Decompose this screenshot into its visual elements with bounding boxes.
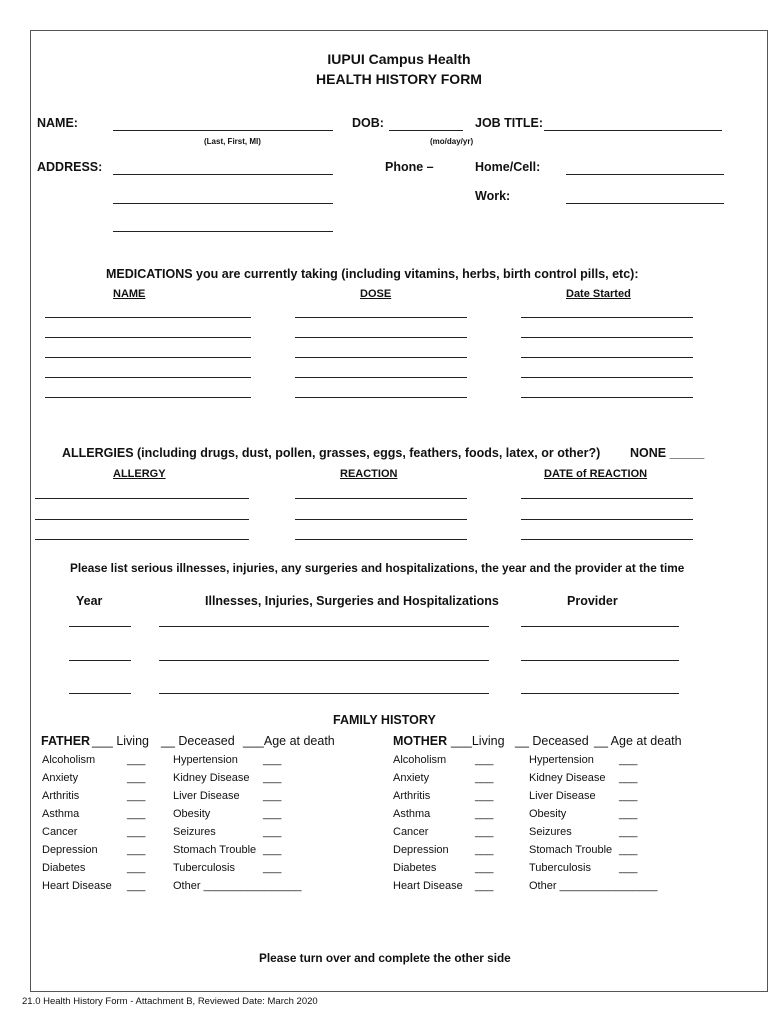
- name-field[interactable]: [113, 130, 333, 131]
- father-condition-label: Anxiety: [42, 772, 79, 784]
- father-condition-label: Obesity: [173, 808, 211, 820]
- father-condition-blank[interactable]: ___: [127, 826, 146, 838]
- medication-date-field[interactable]: [521, 317, 693, 318]
- mother-condition-blank[interactable]: ___: [475, 826, 494, 838]
- form-page: [30, 30, 768, 992]
- turn-over-instruction: Please turn over and complete the other side: [259, 951, 511, 965]
- allergy-reaction-field[interactable]: [295, 498, 467, 499]
- illness-description-field[interactable]: [159, 626, 489, 627]
- home-cell-field[interactable]: [566, 174, 724, 175]
- mother-condition-blank[interactable]: ___: [619, 772, 638, 784]
- illness-year-field[interactable]: [69, 626, 131, 627]
- allergies-col-date: DATE of REACTION: [544, 468, 648, 480]
- mother-condition-label: Tuberculosis: [529, 862, 591, 874]
- allergy-reaction-field[interactable]: [295, 539, 467, 540]
- father-condition-label: Stomach Trouble: [173, 844, 257, 856]
- job-title-label: JOB TITLE:: [475, 116, 544, 130]
- father-condition-label: Heart Disease: [42, 880, 112, 892]
- mother-condition-blank[interactable]: ___: [475, 790, 494, 802]
- medications-heading: MEDICATIONS you are currently taking (including vitamins, herbs, birth control pills, etc):: [106, 267, 639, 281]
- medication-dose-field[interactable]: [295, 377, 467, 378]
- address-field-2[interactable]: [113, 203, 333, 204]
- name-label: NAME:: [37, 116, 78, 130]
- mother-condition-blank[interactable]: ___: [619, 790, 638, 802]
- home-cell-label: Home/Cell:: [475, 160, 541, 174]
- medications-col-date: Date Started: [566, 288, 631, 300]
- mother-condition-blank[interactable]: ___: [475, 844, 494, 856]
- mother-condition-label: Kidney Disease: [529, 772, 606, 784]
- father-living-option[interactable]: ___ Living: [92, 734, 149, 748]
- father-condition-label: Hypertension: [173, 754, 238, 766]
- medication-date-field[interactable]: [521, 357, 693, 358]
- phone-label: Phone –: [385, 160, 434, 174]
- mother-condition-label: Depression: [393, 844, 449, 856]
- father-condition-blank[interactable]: ___: [127, 772, 146, 784]
- father-condition-label: Arthritis: [42, 790, 80, 802]
- father-condition-blank[interactable]: ___: [263, 826, 282, 838]
- medication-dose-field[interactable]: [295, 357, 467, 358]
- father-deceased-option[interactable]: __ Deceased: [161, 734, 235, 748]
- father-condition-blank[interactable]: ___: [127, 862, 146, 874]
- mother-deceased-option[interactable]: __ Deceased: [515, 734, 589, 748]
- allergies-none-label[interactable]: NONE _____: [630, 446, 705, 460]
- medication-date-field[interactable]: [521, 337, 693, 338]
- work-phone-field[interactable]: [566, 203, 724, 204]
- father-condition-label: Liver Disease: [173, 790, 240, 802]
- mother-condition-label: Anxiety: [393, 772, 430, 784]
- mother-condition-blank[interactable]: ___: [475, 754, 494, 766]
- medication-dose-field[interactable]: [295, 397, 467, 398]
- medication-name-field[interactable]: [45, 397, 251, 398]
- mother-condition-blank[interactable]: ___: [619, 844, 638, 856]
- mother-condition-label: Liver Disease: [529, 790, 596, 802]
- mother-age-at-death[interactable]: __ Age at death: [594, 734, 682, 748]
- father-condition-blank[interactable]: ___: [263, 772, 282, 784]
- allergy-field[interactable]: [35, 519, 249, 520]
- name-hint: (Last, First, MI): [204, 137, 261, 146]
- father-condition-label: Alcoholism: [42, 754, 96, 766]
- mother-condition-label: Cancer: [393, 826, 429, 838]
- illness-provider-field[interactable]: [521, 626, 679, 627]
- allergy-reaction-field[interactable]: [295, 519, 467, 520]
- address-label: ADDRESS:: [37, 160, 103, 174]
- allergies-heading: ALLERGIES (including drugs, dust, pollen, grasses, eggs, feathers, foods, latex, or other?): [62, 446, 601, 460]
- allergy-date-field[interactable]: [521, 519, 693, 520]
- father-condition-blank[interactable]: ___: [127, 808, 146, 820]
- mother-condition-label: Asthma: [393, 808, 431, 820]
- father-condition-blank[interactable]: ___: [127, 844, 146, 856]
- father-other-field[interactable]: Other ________________: [173, 880, 302, 892]
- allergy-date-field[interactable]: [521, 539, 693, 540]
- mother-condition-blank[interactable]: ___: [619, 862, 638, 874]
- mother-condition-label: Obesity: [529, 808, 567, 820]
- illness-description-field[interactable]: [159, 660, 489, 661]
- form-title-line1: IUPUI Campus Health: [327, 51, 471, 67]
- job-title-field[interactable]: [544, 130, 722, 131]
- father-condition-label: Depression: [42, 844, 98, 856]
- father-condition-blank[interactable]: ___: [127, 754, 146, 766]
- medication-dose-field[interactable]: [295, 317, 467, 318]
- mother-condition-blank[interactable]: ___: [619, 808, 638, 820]
- medication-date-field[interactable]: [521, 397, 693, 398]
- mother-other-field[interactable]: Other ________________: [529, 880, 658, 892]
- mother-condition-label: Heart Disease: [393, 880, 463, 892]
- address-field-3[interactable]: [113, 231, 333, 232]
- medication-name-field[interactable]: [45, 377, 251, 378]
- family-history-heading: FAMILY HISTORY: [333, 713, 436, 727]
- mother-condition-label: Stomach Trouble: [529, 844, 613, 856]
- father-condition-label: Seizures: [173, 826, 216, 838]
- father-condition-blank[interactable]: ___: [263, 754, 282, 766]
- medications-col-dose: DOSE: [360, 288, 392, 300]
- father-condition-label: Cancer: [42, 826, 78, 838]
- mother-condition-label: Diabetes: [393, 862, 437, 874]
- mother-condition-blank[interactable]: ___: [475, 862, 494, 874]
- father-condition-blank[interactable]: ___: [263, 808, 282, 820]
- mother-condition-label: Hypertension: [529, 754, 594, 766]
- illness-description-field[interactable]: [159, 693, 489, 694]
- father-age-at-death[interactable]: ___Age at death: [243, 734, 335, 748]
- illness-provider-field[interactable]: [521, 660, 679, 661]
- father-condition-blank[interactable]: ___: [127, 790, 146, 802]
- illness-year-field[interactable]: [69, 660, 131, 661]
- father-condition-label: Tuberculosis: [173, 862, 235, 874]
- medication-name-field[interactable]: [45, 357, 251, 358]
- illnesses-heading: Please list serious illnesses, injuries, any surgeries and hospitalizations, the year and the provider at the time: [70, 561, 685, 575]
- allergy-date-field[interactable]: [521, 498, 693, 499]
- allergy-field[interactable]: [35, 498, 249, 499]
- allergy-field[interactable]: [35, 539, 249, 540]
- page-footer: 21.0 Health History Form - Attachment B, Reviewed Date: March 2020: [22, 996, 318, 1007]
- mother-condition-blank[interactable]: ___: [619, 826, 638, 838]
- father-condition-label: Kidney Disease: [173, 772, 250, 784]
- medication-dose-field[interactable]: [295, 337, 467, 338]
- father-condition-blank[interactable]: ___: [127, 880, 146, 892]
- father-condition-label: Diabetes: [42, 862, 86, 874]
- father-condition-label: Asthma: [42, 808, 80, 820]
- father-condition-blank[interactable]: ___: [263, 790, 282, 802]
- mother-condition-blank[interactable]: ___: [619, 754, 638, 766]
- mother-condition-label: Alcoholism: [393, 754, 447, 766]
- father-condition-blank[interactable]: ___: [263, 862, 282, 874]
- illnesses-col-provider: Provider: [567, 594, 618, 608]
- mother-condition-label: Seizures: [529, 826, 572, 838]
- illness-provider-field[interactable]: [521, 693, 679, 694]
- dob-field[interactable]: [389, 130, 463, 131]
- mother-condition-blank[interactable]: ___: [475, 808, 494, 820]
- work-label: Work:: [475, 189, 511, 203]
- mother-condition-blank[interactable]: ___: [475, 772, 494, 784]
- father-condition-blank[interactable]: ___: [263, 844, 282, 856]
- medication-name-field[interactable]: [45, 337, 251, 338]
- allergies-col-reaction: REACTION: [340, 468, 398, 480]
- mother-condition-label: Arthritis: [393, 790, 431, 802]
- medications-col-name: NAME: [113, 288, 146, 300]
- medication-date-field[interactable]: [521, 377, 693, 378]
- address-field-1[interactable]: [113, 174, 333, 175]
- dob-hint: (mo/day/yr): [430, 137, 474, 146]
- illness-year-field[interactable]: [69, 693, 131, 694]
- father-label: FATHER: [41, 734, 91, 748]
- mother-label: MOTHER: [393, 734, 448, 748]
- dob-label: DOB:: [352, 116, 384, 130]
- allergies-col-allergy: ALLERGY: [113, 468, 166, 480]
- mother-living-option[interactable]: ___Living: [451, 734, 505, 748]
- mother-condition-blank[interactable]: ___: [475, 880, 494, 892]
- medication-name-field[interactable]: [45, 317, 251, 318]
- illnesses-col-year: Year: [76, 594, 103, 608]
- form-title-line2: HEALTH HISTORY FORM: [316, 71, 482, 87]
- illnesses-col-illness: Illnesses, Injuries, Surgeries and Hospitalizations: [205, 594, 499, 608]
